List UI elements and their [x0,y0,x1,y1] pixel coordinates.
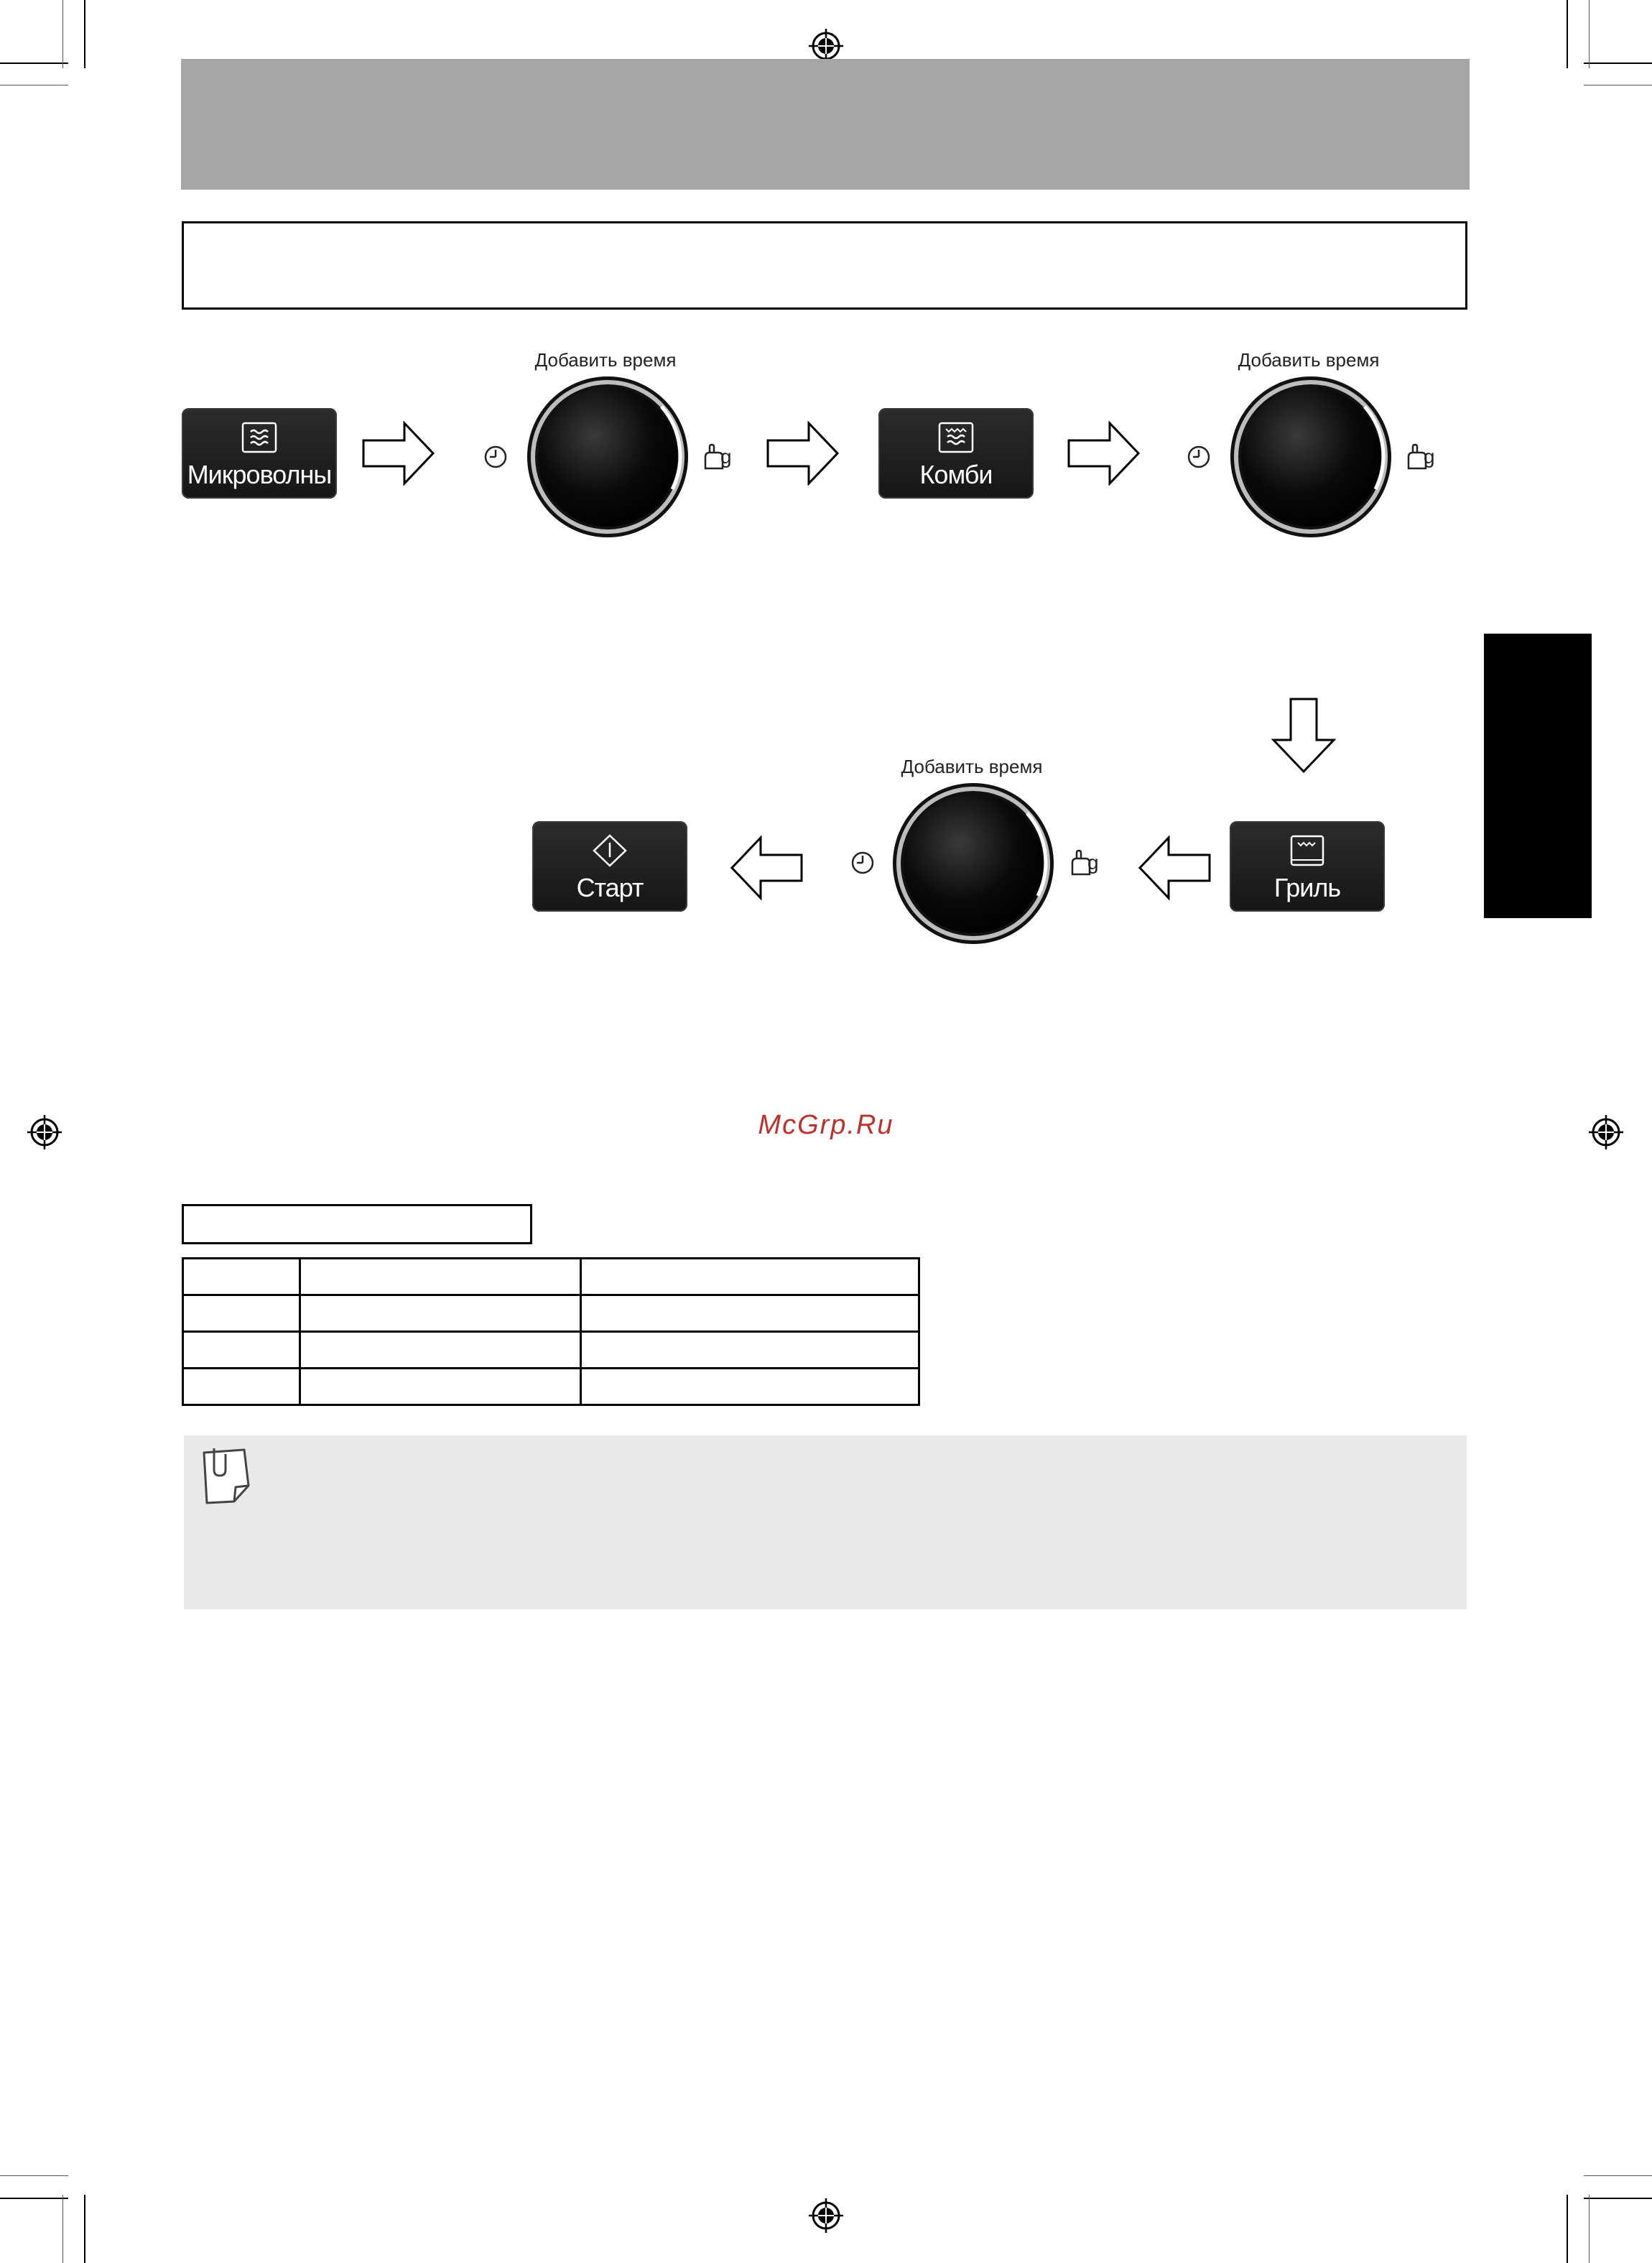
crop-mark [1567,2195,1568,2263]
table-cell [581,1259,919,1295]
crop-mark [0,2198,68,2199]
side-tab [1484,634,1592,918]
table-cell [581,1295,919,1332]
crop-mark [84,0,85,68]
note-box [184,1435,1467,1609]
crop-mark [62,0,63,68]
data-table [182,1257,920,1406]
arrow-right-icon [361,421,436,486]
registration-mark-icon [27,1115,62,1149]
start-button-label: Старт [576,873,644,902]
arrow-left-icon [729,836,804,900]
arrow-right-icon [1067,421,1141,486]
table-cell [300,1259,581,1295]
dial-knob[interactable] [525,374,690,540]
table-row [183,1259,919,1295]
combi-icon [937,421,975,454]
weight-unit: g [720,445,732,468]
crop-mark [1584,2175,1652,2176]
crop-mark [0,2175,68,2176]
crop-mark [1567,0,1568,68]
table-cell [183,1259,300,1295]
grill-button-label: Гриль [1273,873,1341,902]
weight-unit: g [1424,445,1435,468]
title-box [182,221,1467,310]
combi-button[interactable] [878,408,1034,499]
add-time-label: Добавить время [1238,349,1380,371]
weight-unit: g [1087,851,1099,874]
table-cell [183,1332,300,1369]
table-cell [300,1369,581,1405]
arrow-down-icon [1271,697,1336,774]
add-time-label: Добавить время [534,349,677,371]
grill-button[interactable] [1230,821,1385,912]
clock-icon [481,443,510,471]
clock-icon [1184,443,1213,471]
start-icon [591,834,628,867]
table-caption-box [182,1204,532,1244]
registration-mark-icon [809,2198,843,2233]
crop-mark [62,2195,63,2263]
clock-icon [848,848,877,877]
table-cell [581,1332,919,1369]
table-cell [183,1295,300,1332]
crop-mark [1584,2198,1652,2199]
header-bar [181,59,1470,190]
dial-knob[interactable] [891,781,1056,946]
table-cell [300,1295,581,1332]
note-icon [197,1445,254,1507]
dial-knob[interactable] [1228,374,1393,540]
crop-mark [0,63,68,64]
start-button[interactable] [532,821,687,912]
arrow-right-icon [766,421,840,486]
registration-mark-icon [1589,1115,1623,1149]
table-cell [183,1369,300,1405]
table-cell [300,1332,581,1369]
watermark: McGrp.Ru [758,1110,894,1140]
grill-icon [1289,834,1326,867]
arrow-left-icon [1137,836,1212,900]
crop-mark [1589,2195,1590,2263]
crop-mark [1584,63,1652,64]
table-cell [581,1369,919,1405]
table-row [183,1369,919,1405]
microwave-button-label: Микроволны [187,460,332,489]
table-row [183,1295,919,1332]
crop-mark [1589,0,1590,68]
table-row [183,1332,919,1369]
microwave-waves-icon [241,421,278,454]
add-time-label: Добавить время [901,756,1043,777]
microwave-button[interactable] [182,408,337,499]
registration-mark-icon [809,29,843,63]
crop-mark [84,2195,85,2263]
combi-button-label: Комби [919,460,993,489]
